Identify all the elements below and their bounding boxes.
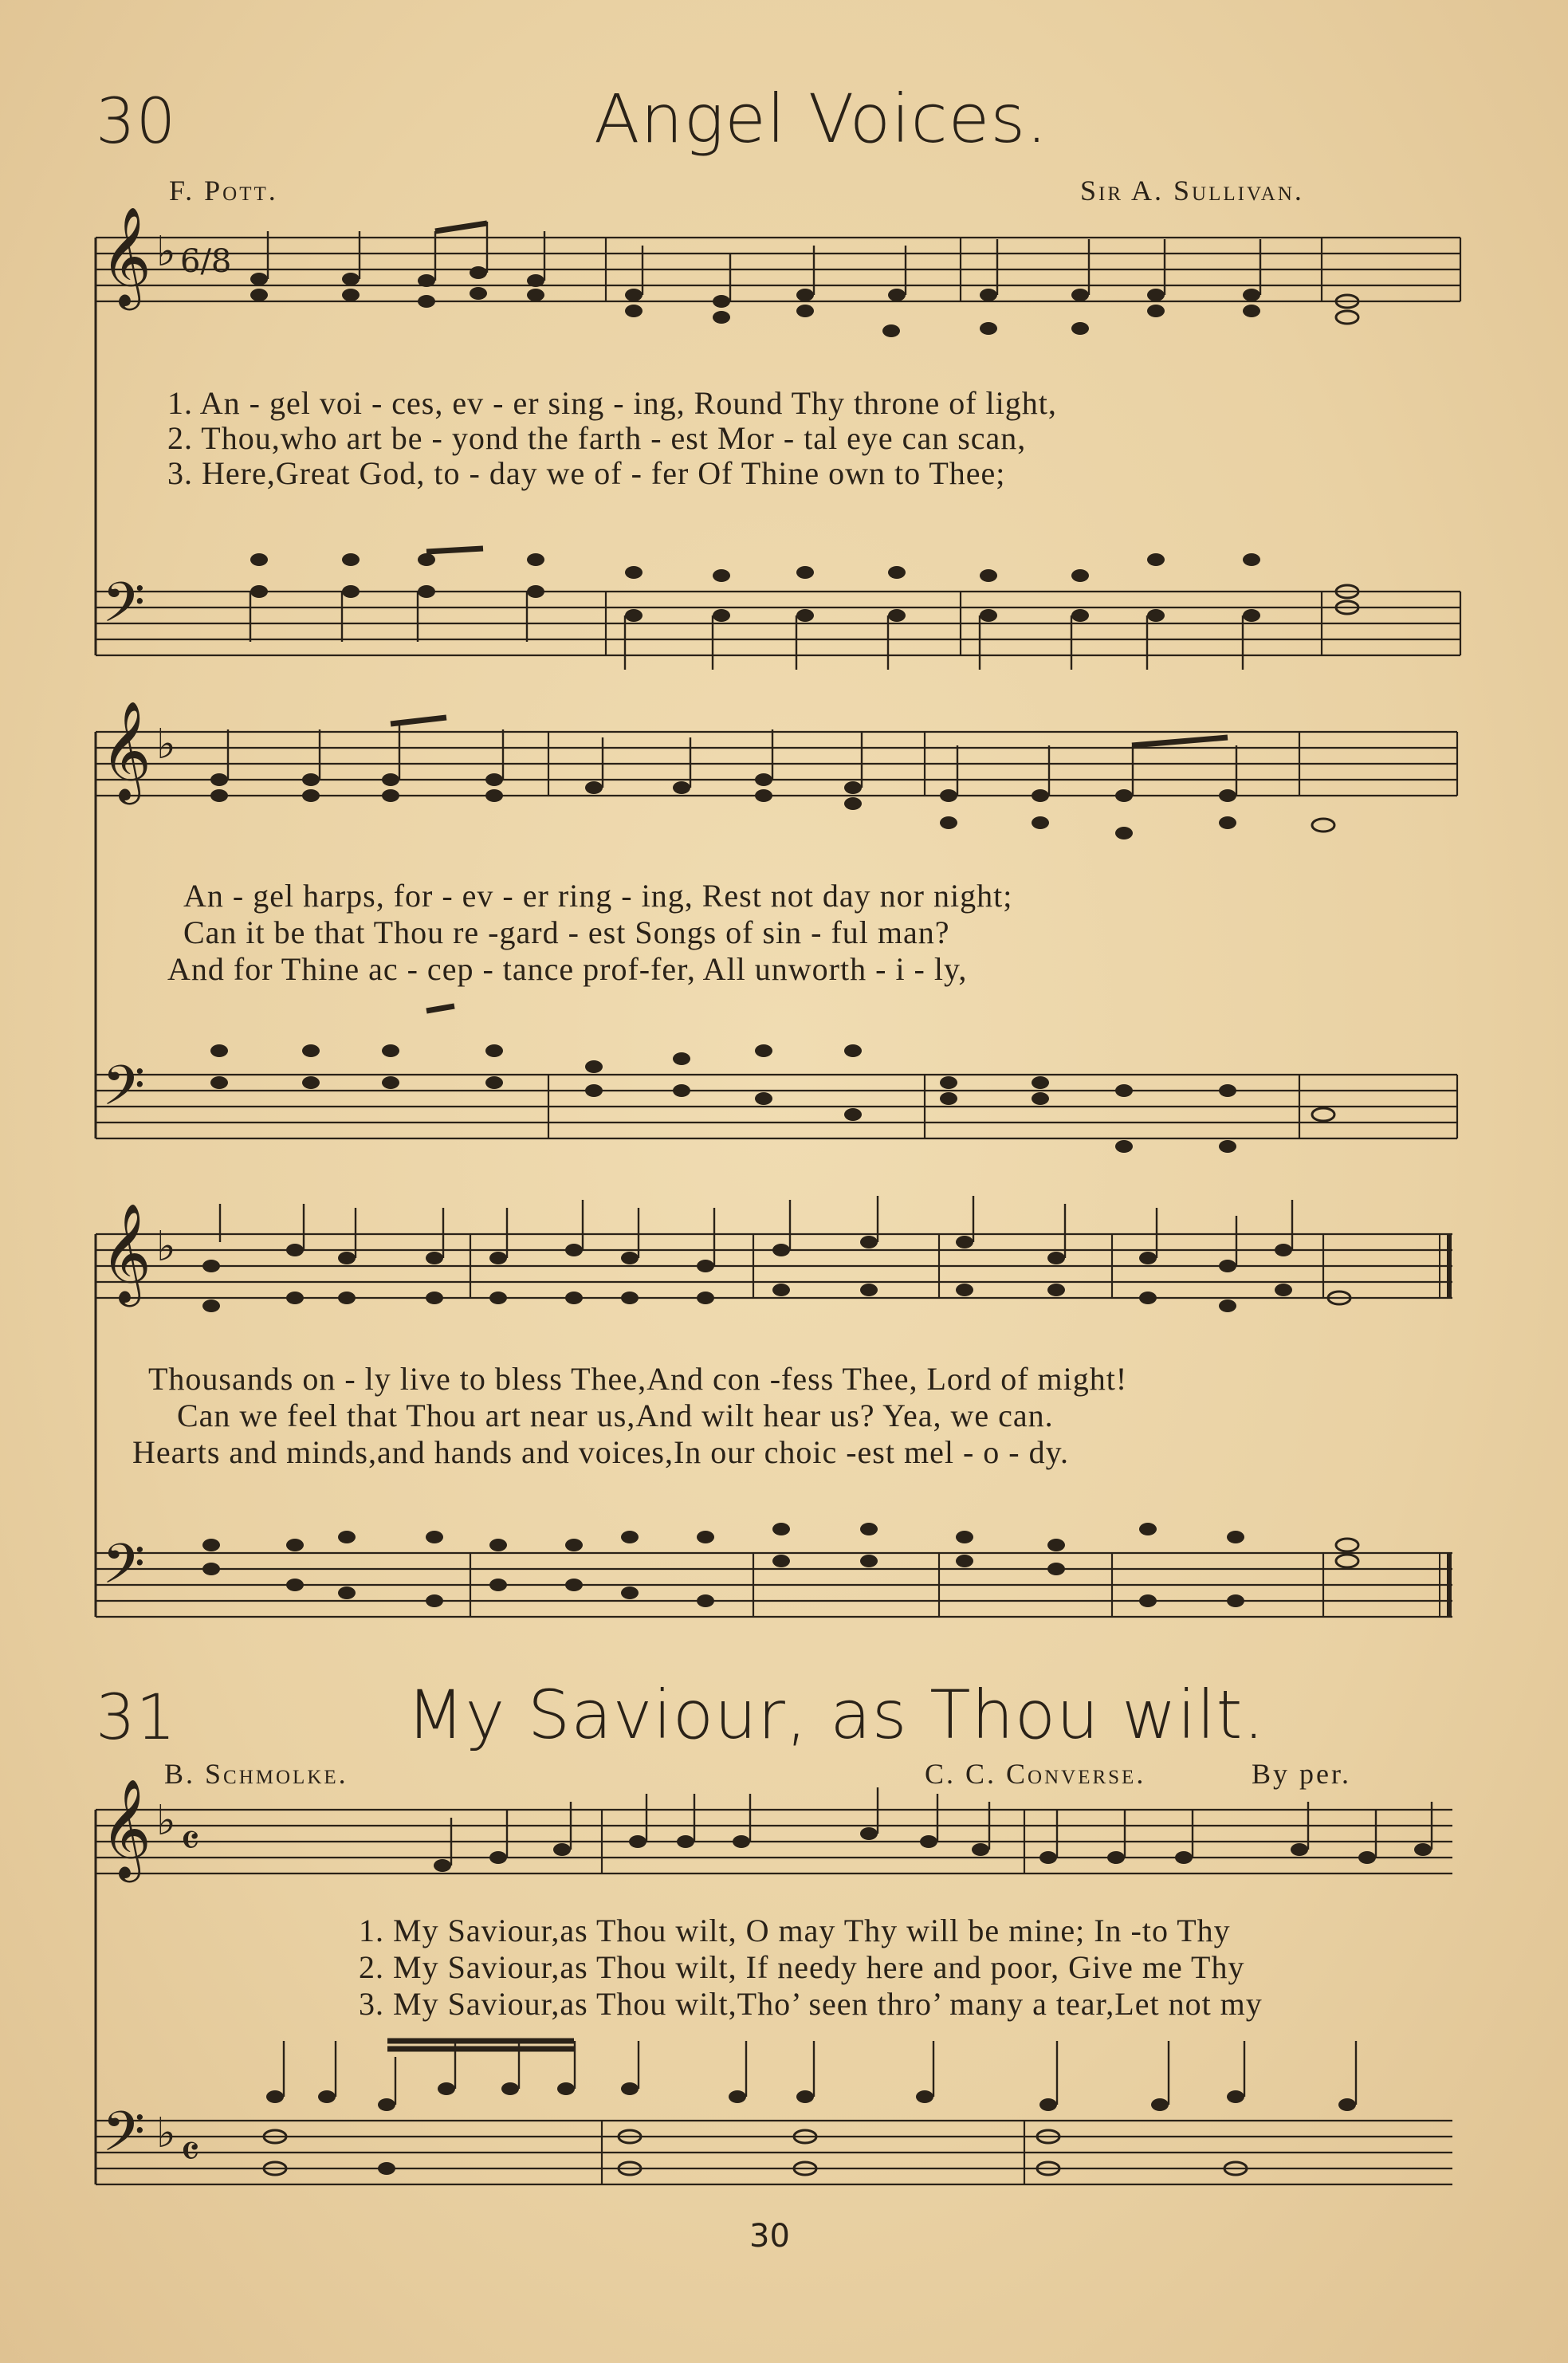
bass-clef-icon: 𝄢 [102,1531,146,1610]
common-time-icon: 𝄴 [180,1815,201,1867]
lyric-line: And for Thine ac - cep - tance prof-fer, All unworth - i - ly, [167,951,968,987]
lyric-line: 1. My Saviour,as Thou wilt, O may Thy will be mine; In -to Thy [359,1913,1231,1948]
page-number: 30 [749,2218,790,2255]
permission-note: By per. [1252,1758,1351,1790]
treble-clef-icon: 𝄞 [100,206,151,306]
lyric-line: Can we feel that Thou art near us,And wilt hear us? Yea, we can. [177,1398,1054,1433]
lyric-line: 3. Here,Great God, to - day we of - fer Of Thine own to Thee; [167,455,1006,491]
music-credit: C. C. Converse. [925,1758,1146,1790]
time-signature: 6/8 [180,243,232,280]
lyric-line: An - gel harps, for - ev - er ring - ing, Rest not day nor night; [183,878,1013,914]
hymn-title: My Saviour, as Thou wilt. [407,1676,1266,1754]
hymn-number: 31 [96,1682,177,1754]
lyric-line: Thousands on - ly live to bless Thee,And con -fess Thee, Lord of might! [148,1361,1128,1397]
lyric-line: Can it be that Thou re -gard - est Songs of sin - ful man? [183,914,950,950]
lyric-line: Hearts and minds,and hands and voices,In our choic -est mel - o - dy. [132,1434,1069,1470]
hymn-number: 30 [96,86,177,158]
flat-key-icon: ♭ [156,1797,176,1845]
music-credit: Sir A. Sullivan. [1080,175,1304,206]
lyric-line: 2. My Saviour,as Thou wilt, If needy here and poor, Give me Thy [359,1949,1245,1985]
bass-clef-icon: 𝄢 [102,570,146,648]
hymn-title: Angel Voices. [594,80,1048,158]
flat-key-icon: ♭ [156,228,176,276]
lyric-line: 3. My Saviour,as Thou wilt,Tho’ seen thro’ many a tear,Let not my [359,1986,1263,2022]
words-credit: F. Pott. [169,175,278,206]
treble-clef-icon: 𝄞 [100,1779,151,1878]
treble-clef-icon: 𝄞 [100,1203,151,1303]
lyric-line: 2. Thou,who art be - yond the farth - est Mor - tal eye can scan, [167,420,1027,456]
words-credit: B. Schmolke. [164,1758,348,1790]
treble-clef-icon: 𝄞 [100,701,151,800]
flat-key-icon: ♭ [156,2109,176,2157]
bass-clef-icon: 𝄢 [102,2099,146,2177]
flat-key-icon: ♭ [156,1223,176,1271]
common-time-icon: 𝄴 [180,2126,201,2178]
flat-key-icon: ♭ [156,721,176,769]
bass-clef-icon: 𝄢 [102,1053,146,1131]
lyric-line: 1. An - gel voi - ces, ev - er sing - ing, Round Thy throne of light, [167,385,1057,421]
